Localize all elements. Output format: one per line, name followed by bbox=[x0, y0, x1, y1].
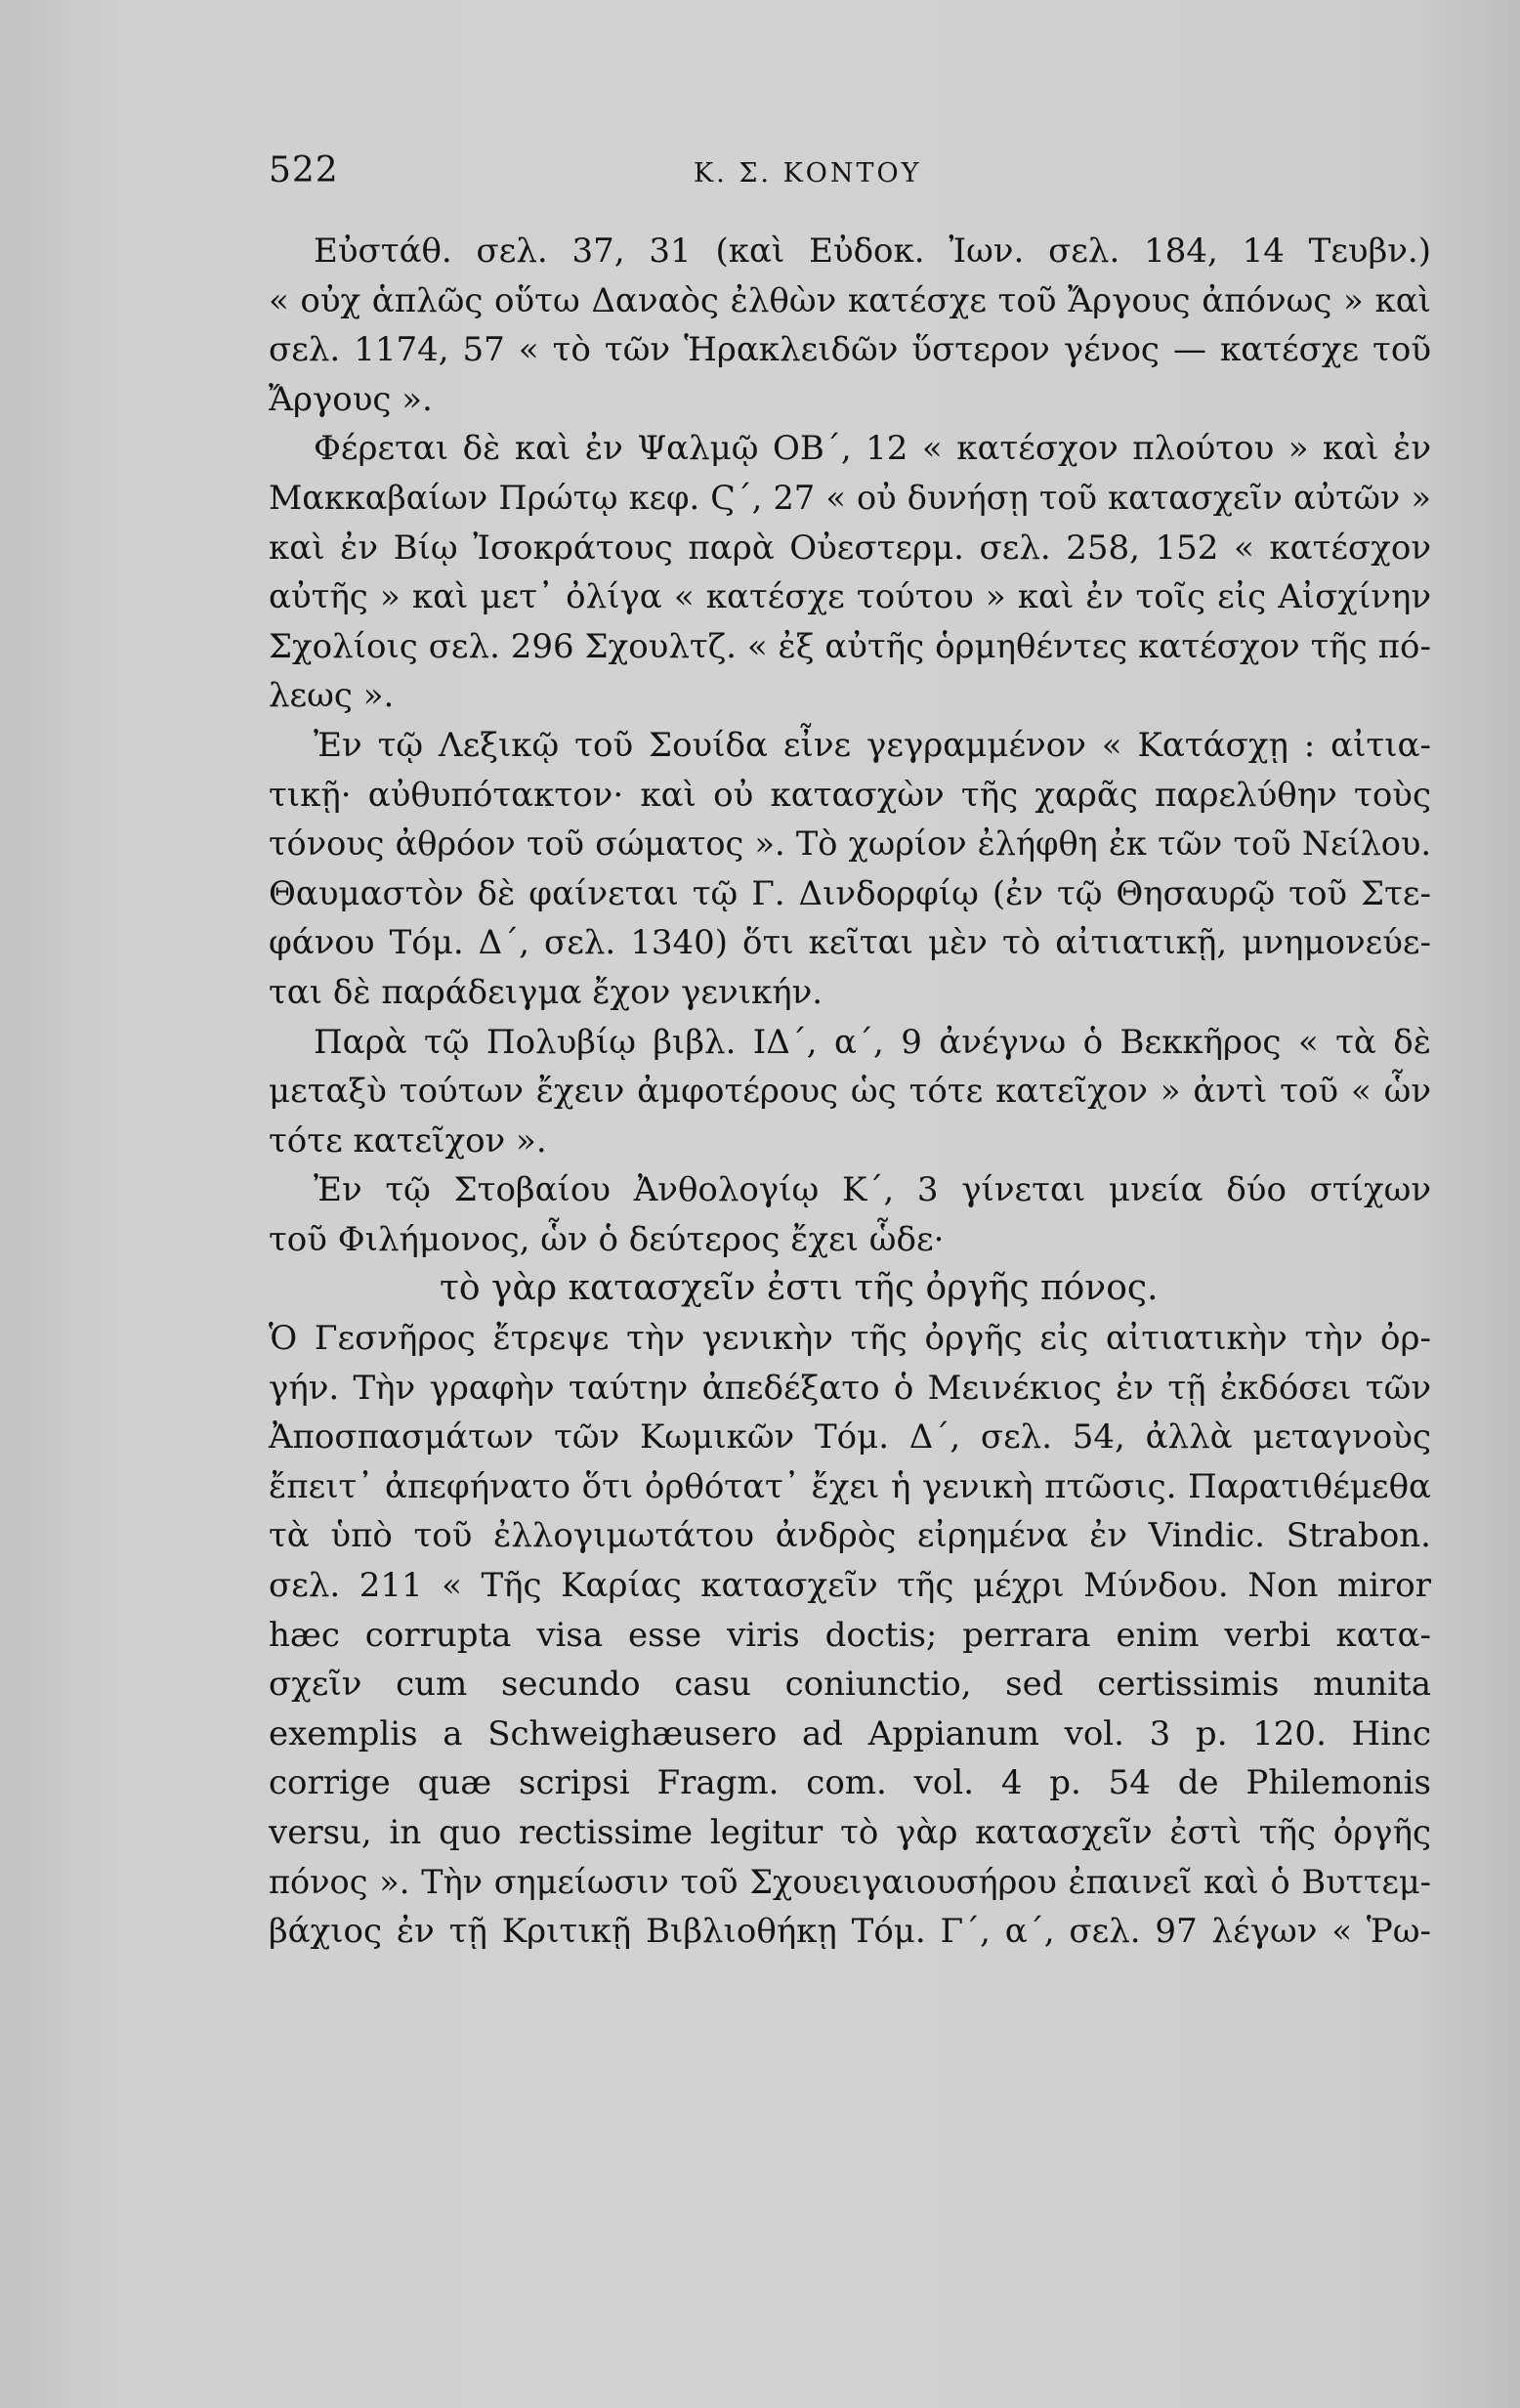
page-header bbox=[0, 147, 1520, 205]
text-line: μεταξὺ τούτων ἔχειν ἀμφοτέρους ὡς τότε κατεῖχον » ἀντὶ τοῦ « ὧν bbox=[269, 1072, 1431, 1112]
text-line: corrige quæ scripsi Fragm. com. vol. 4 p. 54 de Philemonis bbox=[269, 1763, 1431, 1803]
text-line: ἔπειτ᾽ ἀπεφήνατο ὅτι ὀρθότατ᾽ ἔχει ἡ γενικὴ πτῶσις. Παρατιθέμεθα bbox=[269, 1466, 1431, 1506]
text-line: Μακκαβαίων Πρώτῳ κεφ. Ϛ΄, 27 « οὐ δυνήσῃ τοῦ κατασχεῖν αὐτῶν » bbox=[269, 478, 1431, 517]
text-line: ται δὲ παράδειγμα ἔχον γενικήν. bbox=[269, 972, 823, 1012]
text-line: αὐτῆς » καὶ μετ᾽ ὀλίγα « κατέσχε τούτου » καὶ ἐν τοῖς εἰς Αἰσχίνην bbox=[269, 577, 1431, 617]
text-line: λεως ». bbox=[269, 676, 395, 716]
text-line: Ὁ Γεσνῆρος ἔτρεψε τὴν γενικὴν τῆς ὀργῆς εἰς αἰτιατικὴν τὴν ὀρ- bbox=[269, 1319, 1431, 1359]
text-line: exemplis a Schweighæusero ad Appianum vol. 3 p. 120. Hinc bbox=[269, 1713, 1431, 1753]
text-line: τικῇ· αὐθυπότακτον· καὶ οὐ κατασχὼν τῆς χαρᾶς παρελύθην τοὺς bbox=[269, 775, 1431, 815]
text-line: Θαυμαστὸν δὲ φαίνεται τῷ Γ. Δινδορφίῳ (ἐν τῷ Θησαυρῷ τοῦ Στε- bbox=[269, 873, 1431, 913]
text-line: γήν. Τὴν γραφὴν ταύτην ἀπεδέξατο ὁ Μεινέκιος ἐν τῇ ἐκδόσει τῶν bbox=[269, 1368, 1431, 1408]
text-line: φάνου Τόμ. Δ΄, σελ. 1340) ὅτι κεῖται μὲν τὸ αἰτιατικῇ, μνημονεύε- bbox=[269, 923, 1431, 963]
text-line: Φέρεται δὲ καὶ ἐν Ψαλμῷ ΟΒ΄, 12 « κατέσχον πλούτου » καὶ ἐν bbox=[314, 429, 1431, 469]
text-line: Ἀποσπασμάτων τῶν Κωμικῶν Τόμ. Δ΄, σελ. 54, ἀλλὰ μεταγνοὺς bbox=[269, 1417, 1431, 1457]
text-line: τότε κατεῖχον ». bbox=[269, 1120, 547, 1161]
text-line: πόνος ». Τὴν σημείωσιν τοῦ Σχουειγαιουσήρου ἐπαινεῖ καὶ ὁ Βυττεμ- bbox=[269, 1862, 1431, 1901]
text-line: hæc corrupta visa esse viris doctis; perrara enim verbi κατα- bbox=[269, 1615, 1431, 1655]
page-number: 522 bbox=[269, 150, 339, 190]
text-line: τόνους ἀθρόον τοῦ σώματος ». Τὸ χωρίον ἐλήφθη ἐκ τῶν τοῦ Νείλου. bbox=[269, 824, 1431, 864]
body-text bbox=[269, 227, 1431, 1957]
text-line: Ἐν τῷ Στοβαίου Ἀνθολογίῳ Κ΄, 3 γίνεται μνεία δύο στίχων bbox=[314, 1170, 1431, 1210]
text-line: βάχιος ἐν τῇ Κριτικῇ Βιβλιοθήκῃ Τόμ. Γ΄, α΄, σελ. 97 λέγων « Ῥω- bbox=[269, 1912, 1431, 1952]
verse-quotation: τὸ γὰρ κατασχεῖν ἐστι τῆς ὀργῆς πόνος. bbox=[440, 1268, 1159, 1309]
text-line: Ἄργους ». bbox=[269, 379, 433, 419]
text-line: Παρὰ τῷ Πολυβίῳ βιβλ. ΙΔ΄, α΄, 9 ἀνέγνω ὁ Βεκκῆρος « τὰ δὲ bbox=[314, 1022, 1431, 1062]
text-line: versu, in quo rectissime legitur τὸ γὰρ κατασχεῖν ἐστὶ τῆς ὀργῆς bbox=[269, 1813, 1431, 1852]
text-line: Ἐν τῷ Λεξικῷ τοῦ Σουίδα εἶνε γεγραμμένον « Κατάσχῃ : αἰτια- bbox=[314, 725, 1431, 765]
text-line: « οὐχ ἁπλῶς οὕτω Δαναὸς ἐλθὼν κατέσχε τοῦ Ἄργους ἀπόνως » καὶ bbox=[269, 280, 1431, 320]
text-line: σελ. 211 « Τῆς Καρίας κατασχεῖν τῆς μέχρι Μύνδου. Non miror bbox=[269, 1566, 1431, 1606]
text-line: καὶ ἐν Βίῳ Ἰσοκράτους παρὰ Οὐεστερμ. σελ. 258, 152 « κατέσχον bbox=[269, 528, 1431, 568]
text-line: Σχολίοις σελ. 296 Σχουλτζ. « ἐξ αὐτῆς ὁρμηθέντες κατέσχον τῆς πό- bbox=[269, 626, 1431, 666]
text-line: τοῦ Φιλήμονος, ὧν ὁ δεύτερος ἔχει ὧδε· bbox=[269, 1219, 945, 1259]
text-line: σχεῖν cum secundo casu coniunctio, sed certissimis munita bbox=[269, 1665, 1431, 1705]
running-head: Κ. Σ. ΚΟΝΤΟΥ bbox=[694, 158, 922, 189]
text-line: τὰ ὑπὸ τοῦ ἐλλογιμωτάτου ἀνδρὸς εἰρημένα ἐν Vindic. Strabon. bbox=[269, 1516, 1431, 1556]
text-line: Εὐστάθ. σελ. 37, 31 (καὶ Εὐδοκ. Ἰων. σελ. 184, 14 Τευβν.) bbox=[314, 232, 1431, 271]
text-line: σελ. 1174, 57 « τὸ τῶν Ἡρακλειδῶν ὕστερον γένος — κατέσχε τοῦ bbox=[269, 330, 1431, 370]
